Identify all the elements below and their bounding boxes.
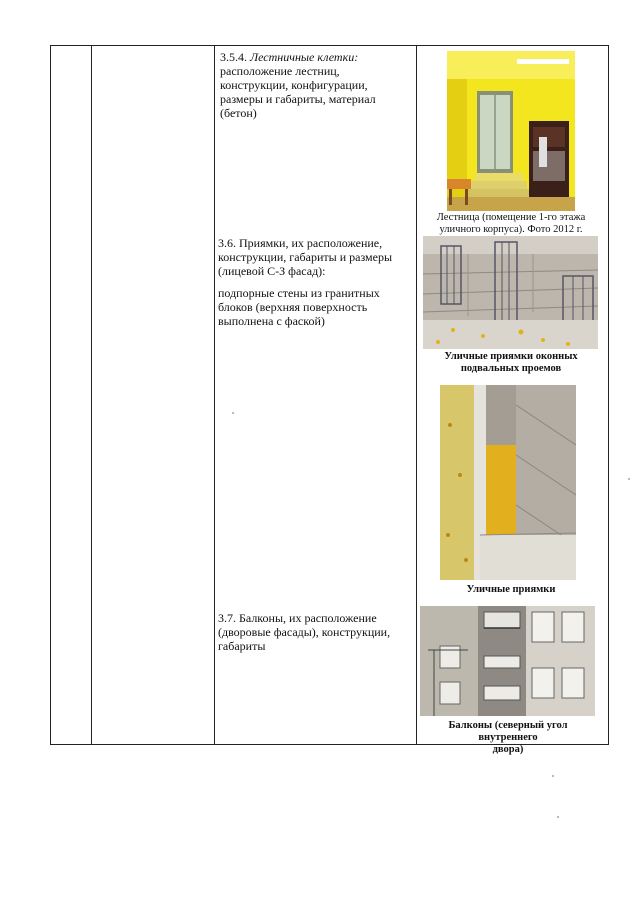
section-line: подпорные стены из гранитных	[218, 286, 380, 300]
section-line: конструкции, габариты и размеры	[218, 250, 393, 264]
pits-caption: Уличные приямки	[466, 584, 556, 595]
section-line: габариты	[218, 639, 266, 653]
pits-photo	[440, 385, 576, 580]
balconies-photo	[420, 606, 595, 716]
section-line: (дворовые фасады), конструкции,	[218, 625, 391, 639]
section-line: блоков (верхняя поверхность	[218, 300, 368, 314]
section-line: конструкции, конфигурации,	[220, 78, 368, 92]
section-line: 3.6. Приямки, их расположение,	[218, 236, 383, 250]
scan-speck	[557, 816, 559, 818]
section-3-6	[218, 236, 414, 328]
pits-windows-caption: Уличные приямки оконных подвальных проемов	[444, 351, 578, 374]
stair-photo	[447, 51, 575, 211]
scan-speck	[628, 478, 630, 480]
stair-photo-caption: Лестница (помещение 1-го этажа уличного корпуса). Фото 2012 г.	[436, 212, 586, 235]
scan-speck	[552, 775, 554, 777]
section-line: выполнена с фаской)	[218, 314, 325, 328]
balconies-caption: Балконы (северный угол внутреннего двора)	[448, 720, 568, 755]
section-line: (лицевой С-З фасад):	[218, 264, 326, 278]
section-title: Лестничные клетки:	[250, 50, 359, 64]
section-line: размеры и габариты, материал	[220, 92, 376, 106]
section-3-5-4	[220, 50, 410, 120]
section-line: расположение лестниц,	[220, 64, 340, 78]
pits-windows-photo	[423, 236, 598, 349]
column-divider	[416, 46, 417, 744]
section-number: 3.5.4.	[220, 50, 247, 64]
section-line: (бетон)	[220, 106, 257, 120]
column-divider	[91, 46, 92, 744]
section-3-7	[218, 611, 414, 653]
scan-speck	[232, 412, 234, 414]
section-line: 3.7. Балконы, их расположение	[218, 611, 377, 625]
column-divider	[214, 46, 215, 744]
